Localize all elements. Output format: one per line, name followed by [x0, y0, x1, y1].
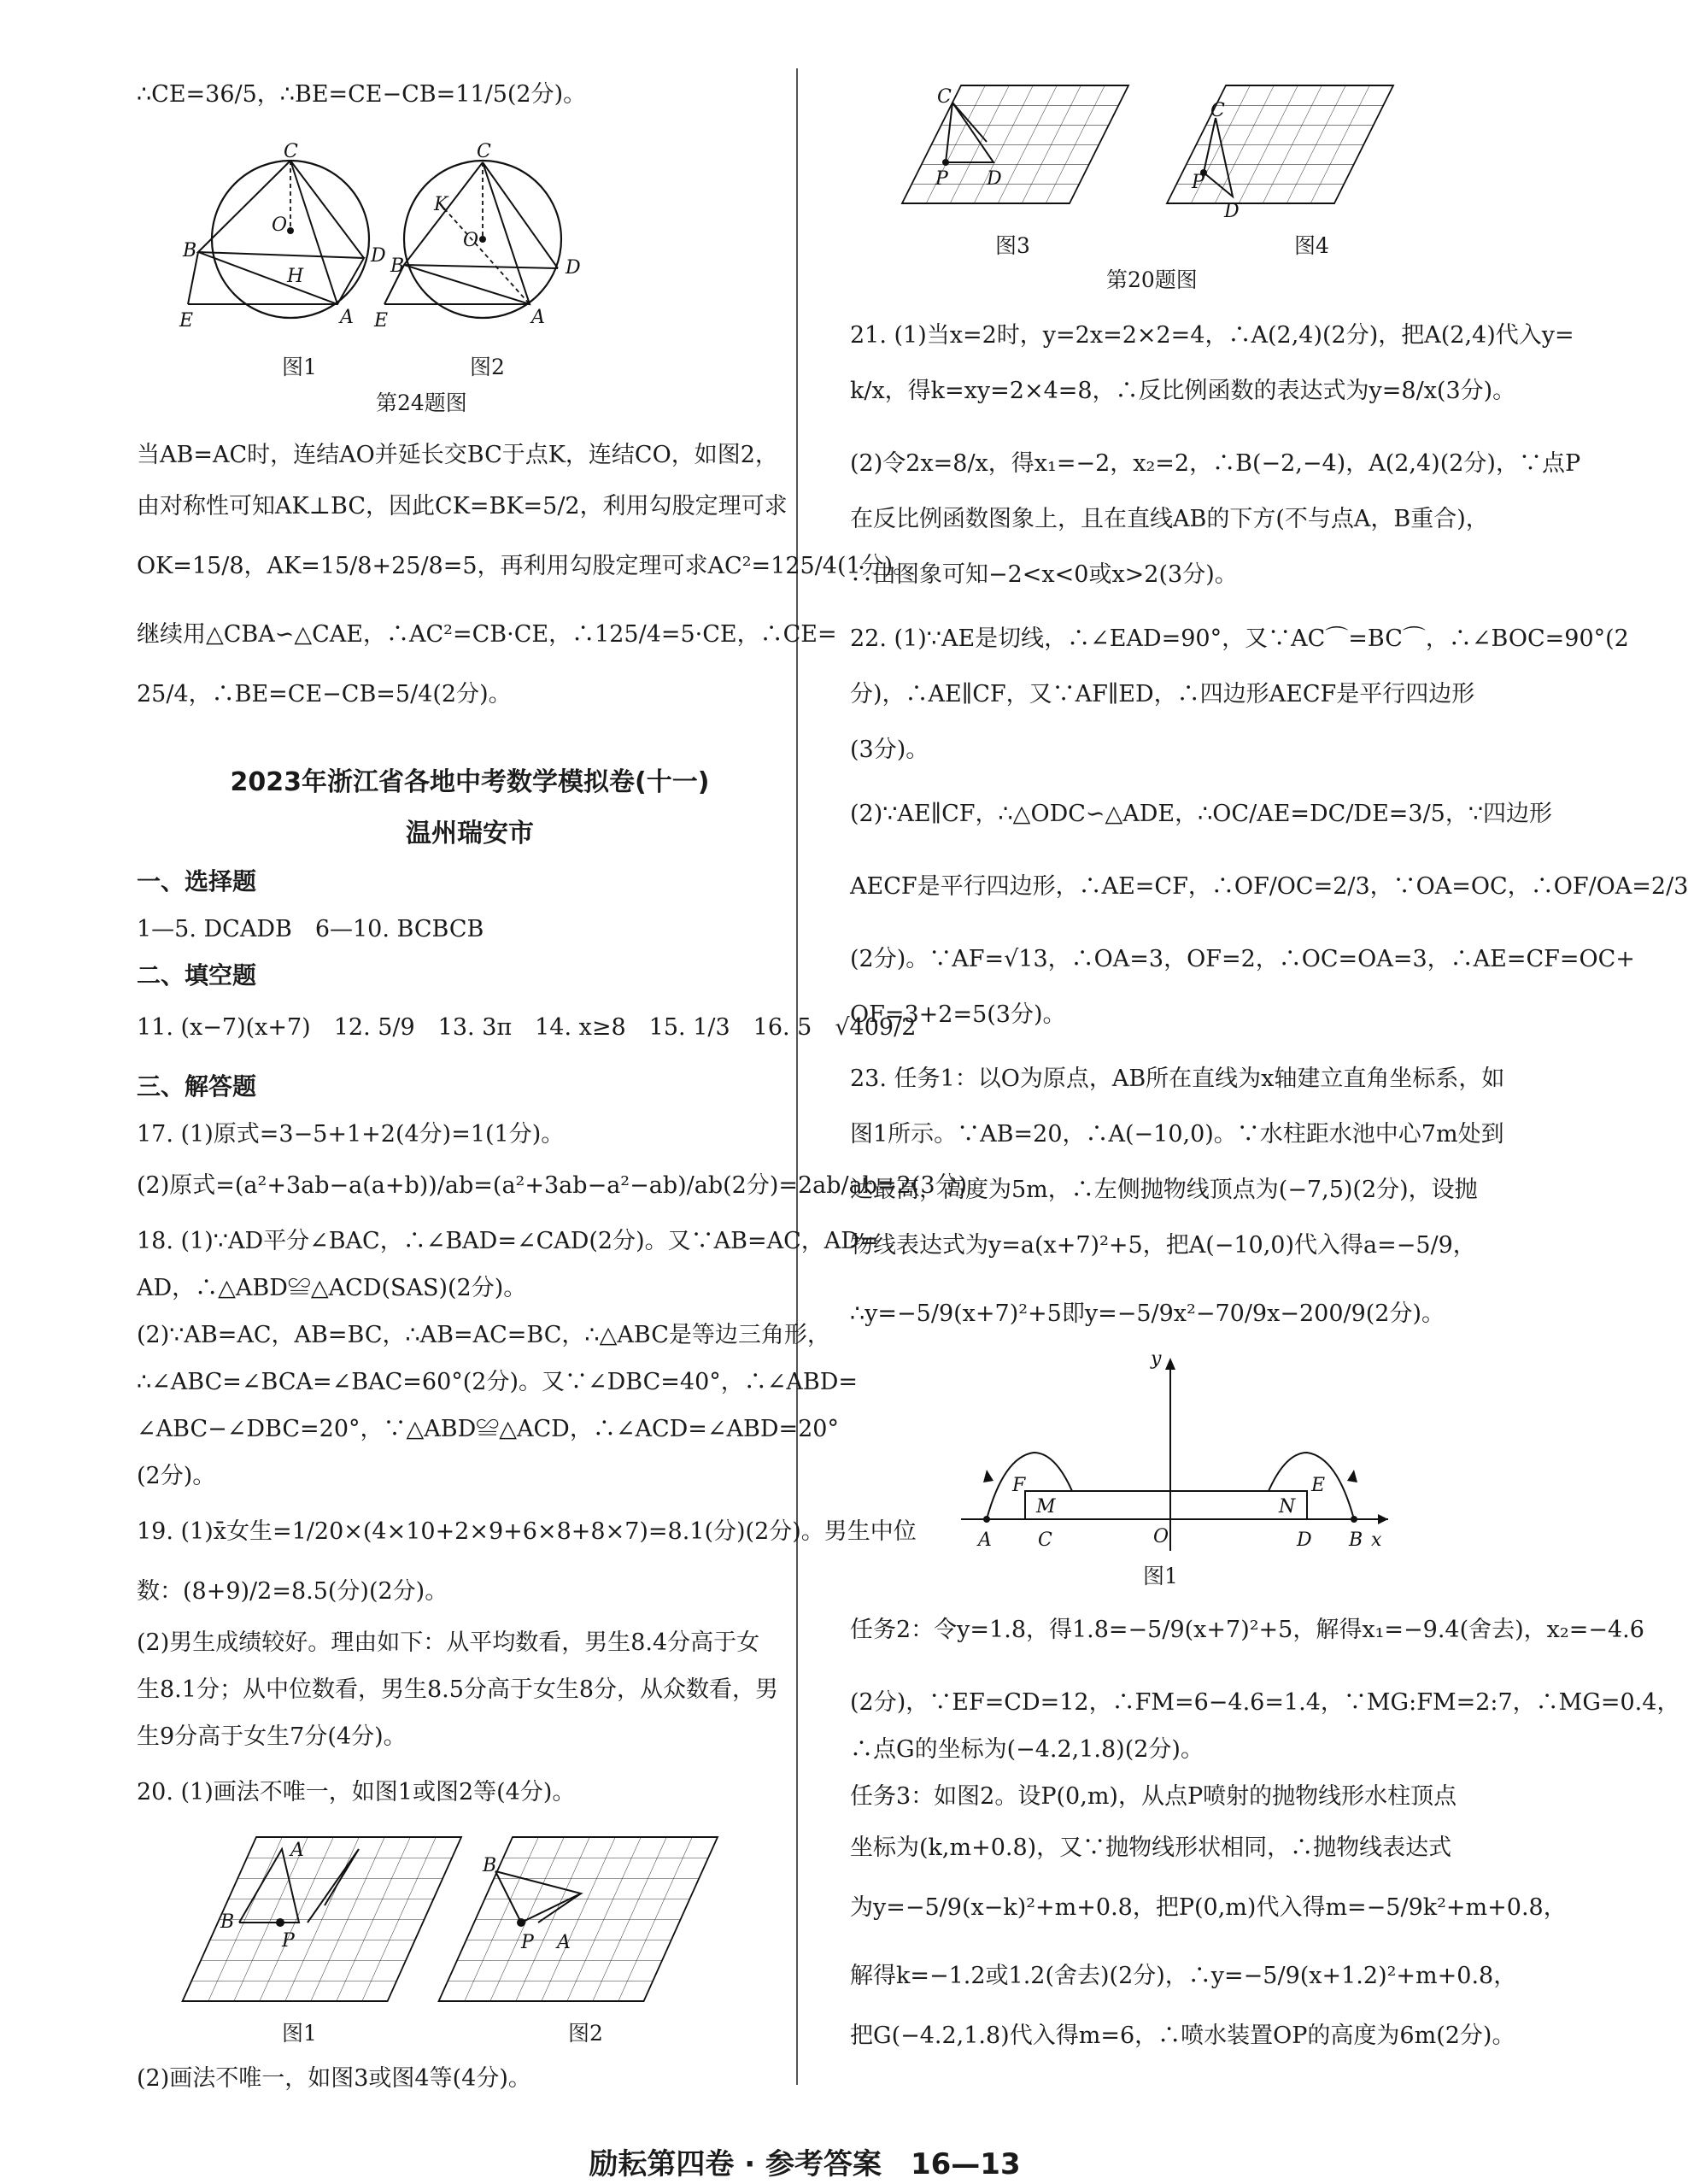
- text-line: (3分)。: [850, 737, 929, 763]
- text-line: ∴点G的坐标为(−4.2,1.8)(2分)。: [850, 1736, 1204, 1763]
- svg-text:A: A: [557, 1932, 571, 1953]
- figure-23-fountain: [952, 1348, 1397, 1559]
- text-line: 数：(8+9)/2=8.5(分)(2分)。: [137, 1578, 448, 1605]
- svg-text:K: K: [434, 194, 448, 215]
- svg-text:B: B: [390, 255, 405, 277]
- text-line: (2分)，∵EF=CD=12，∴FM=6−4.6=1.4，∵MG:FM=2:7，∴MG=0.4，: [850, 1689, 1680, 1716]
- text-line: AECF是平行四边形，∴AE=CF，∴OF/OC=2/3，∵OA=OC，∴OF/OA=2/3: [850, 873, 1688, 900]
- text-line: (2)男生成绩较好。理由如下：从平均数看，男生8.4分高于女: [137, 1629, 760, 1656]
- text-line: k/x，得k=xy=2×4=8，∴反比例函数的表达式为y=8/x(3分)。: [850, 378, 1516, 404]
- text-line: 生9分高于女生7分(4分)。: [137, 1723, 407, 1750]
- svg-text:M: M: [1036, 1496, 1056, 1518]
- section-subtitle: 温州瑞安市: [406, 819, 534, 848]
- text-line: (2)∵AE∥CF，∴△ODC∽△ADE，∴OC/AE=DC/DE=3/5，∵四边形: [850, 801, 1553, 827]
- text-line: 20. (1)画法不唯一，如图1或图2等(4分)。: [137, 1779, 576, 1805]
- svg-text:C: C: [284, 141, 298, 162]
- svg-text:D: D: [1224, 201, 1240, 222]
- svg-text:P: P: [521, 1932, 534, 1953]
- text-line: 23. 任务1：以O为原点，AB所在直线为x轴建立直角坐标系，如: [850, 1066, 1505, 1092]
- text-line: 19. (1)x̄女生=1/20×(4×10+2×9+6×8+8×7)=8.1(分)(2分)。男生中位: [137, 1518, 917, 1545]
- svg-text:H: H: [287, 266, 304, 287]
- fig20-label-1: 图1: [282, 2021, 317, 2046]
- text-line: 11. (x−7)(x+7) 12. 5/9 13. 3π 14. x≥8 15. 1/3 16. 5 √409/2: [137, 1014, 917, 1041]
- svg-text:A: A: [290, 1840, 304, 1861]
- svg-text:B: B: [1349, 1529, 1363, 1551]
- svg-text:D: D: [1297, 1529, 1312, 1551]
- text-line: 当AB=AC时，连结AO并延长交BC于点K，连结CO，如图2，: [137, 442, 778, 468]
- svg-text:C: C: [477, 141, 491, 162]
- svg-text:O: O: [1153, 1526, 1169, 1547]
- svg-text:B: B: [220, 1911, 235, 1933]
- svg-text:C: C: [1210, 100, 1225, 121]
- text-line: 由对称性可知AK⊥BC，因此CK=BK=5/2，利用勾股定理可求: [137, 493, 788, 520]
- text-line: 生8.1分；从中位数看，男生8.5分高于女生8分，从众数看，男: [137, 1676, 779, 1703]
- text-line: 18. (1)∵AD平分∠BAC，∴∠BAD=∠CAD(2分)。又∵AB=AC，AD=: [137, 1228, 879, 1254]
- text-line: 坐标为(k,m+0.8)，又∵抛物线形状相同，∴抛物线表达式: [850, 1835, 1452, 1861]
- svg-text:F: F: [1012, 1475, 1026, 1496]
- figure-24: [179, 141, 581, 402]
- svg-text:E: E: [179, 310, 194, 332]
- text-line: (2)∵AB=AC，AB=BC，∴AB=AC=BC，∴△ABC是等边三角形，: [137, 1322, 830, 1348]
- text-line: 任务3：如图2。设P(0,m)，从点P喷射的抛物线形水柱顶点: [850, 1783, 1457, 1810]
- svg-text:E: E: [1311, 1475, 1326, 1496]
- fig24-label-1: 图1: [282, 355, 317, 379]
- svg-text:A: A: [978, 1529, 992, 1551]
- text-line: 分)，∴AE∥CF，又∵AF∥ED，∴四边形AECF是平行四边形: [850, 681, 1475, 707]
- column-divider: [796, 68, 798, 2085]
- svg-text:C: C: [1038, 1529, 1052, 1551]
- text-line: 1—5. DCADB 6—10. BCBCB: [137, 916, 484, 942]
- text-line: ∴y=−5/9(x+7)²+5即y=−5/9x²−70/9x−200/9(2分)。: [850, 1300, 1445, 1327]
- svg-text:P: P: [1192, 172, 1204, 193]
- text-line: (2)原式=(a²+3ab−a(a+b))/ab=(a²+3ab−a²−ab)/ab(2分)=2ab/ab=2(3分)。: [137, 1172, 991, 1199]
- fig24-caption: 第24题图: [376, 390, 467, 415]
- text-line: (2)令2x=8/x，得x₁=−2，x₂=2，∴B(−2,−4)，A(2,4)(2分)，∵点P: [850, 450, 1581, 477]
- text-line: 物线表达式为y=a(x+7)²+5，把A(−10,0)代入得a=−5/9，: [850, 1232, 1476, 1259]
- page-footer: 励耘第四卷 · 参考答案 16—13: [589, 2147, 1021, 2181]
- text-line: OF=3+2=5(3分)。: [850, 1001, 1066, 1028]
- svg-text:B: B: [183, 240, 197, 261]
- fig23-label: 图1: [1143, 1564, 1178, 1588]
- text-line: ∴∠ABC=∠BCA=∠BAC=60°(2分)。又∵∠DBC=40°，∴∠ABD=: [137, 1369, 859, 1395]
- text-line: ∴CE=36/5，∴BE=CE−CB=11/5(2分)。: [137, 81, 587, 108]
- text-line: 把G(−4.2,1.8)代入得m=6，∴喷水装置OP的高度为6m(2分)。: [850, 2023, 1515, 2049]
- text-line: 21. (1)当x=2时，y=2x=2×2=4，∴A(2,4)(2分)，把A(2,4)代入y=: [850, 322, 1574, 349]
- text-line: 图1所示。∵AB=20，∴A(−10,0)。∵水柱距水池中心7m处到: [850, 1121, 1504, 1148]
- fig24-label-2: 图2: [470, 355, 505, 379]
- figure-20-grids-3-4: [884, 68, 1414, 231]
- svg-text:D: D: [987, 168, 1002, 190]
- svg-text:P: P: [282, 1930, 295, 1952]
- svg-text:E: E: [374, 310, 389, 332]
- svg-text:x: x: [1371, 1529, 1382, 1551]
- text-line: 继续用△CBA∽△CAE，∴AC²=CB·CE，∴125/4=5·CE，∴CE=: [137, 621, 837, 648]
- fig20-caption: 第20题图: [1106, 267, 1198, 292]
- text-line: OK=15/8，AK=15/8+25/8=5，再利用勾股定理可求AC²=125/4(1分)。: [137, 553, 917, 579]
- text-line: AD，∴△ABD≌△ACD(SAS)(2分)。: [137, 1275, 527, 1301]
- fig20-label-3: 图3: [995, 233, 1030, 258]
- svg-text:D: D: [371, 245, 386, 267]
- text-line: 17. (1)原式=3−5+1+2(4分)=1(1分)。: [137, 1121, 565, 1148]
- text-line: 达最高，高度为5m，∴左侧抛物线顶点为(−7,5)(2分)，设抛: [850, 1177, 1478, 1203]
- fig20-label-4: 图4: [1294, 233, 1329, 258]
- svg-text:O: O: [272, 214, 288, 236]
- svg-text:P: P: [935, 168, 948, 190]
- heading-solve: 三、解答题: [137, 1072, 257, 1101]
- heading-choice: 一、选择题: [137, 867, 257, 895]
- text-line: 22. (1)∵AE是切线，∴∠EAD=90°，又∵AC⌒=BC⌒，∴∠BOC=90°(2: [850, 625, 1629, 652]
- text-line: 在反比例函数图象上，且在直线AB的下方(不与点A，B重合)，: [850, 506, 1489, 532]
- text-line: ∠ABC−∠DBC=20°，∵△ABD≌△ACD，∴∠ACD=∠ABD=20°: [137, 1416, 839, 1442]
- svg-text:y: y: [1151, 1348, 1162, 1370]
- text-line: 为y=−5/9(x−k)²+m+0.8，把P(0,m)代入得m=−5/9k²+m+0.8，: [850, 1894, 1567, 1921]
- text-line: ∴由图象可知−2<x<0或x>2(3分)。: [850, 561, 1238, 588]
- svg-text:A: A: [340, 307, 354, 328]
- text-line: 任务2：令y=1.8，得1.8=−5/9(x+7)²+5，解得x₁=−9.4(舍去)，x₂=−4.6: [850, 1617, 1644, 1643]
- svg-text:O: O: [463, 230, 479, 251]
- text-line: (2分)。: [137, 1463, 216, 1489]
- svg-text:B: B: [483, 1855, 497, 1876]
- section-title: 2023年浙江省各地中考数学模拟卷(十一): [230, 767, 710, 797]
- svg-text:C: C: [937, 86, 952, 108]
- svg-text:N: N: [1279, 1496, 1296, 1518]
- text-line: 25/4，∴BE=CE−CB=5/4(2分)。: [137, 681, 512, 707]
- svg-text:A: A: [531, 307, 545, 328]
- fig20-label-2: 图2: [568, 2021, 603, 2046]
- text-line: (2分)。∵AF=√13，∴OA=3，OF=2，∴OC=OA=3，∴AE=CF=OC+: [850, 946, 1635, 972]
- heading-fill: 二、填空题: [137, 961, 257, 989]
- text-line: 解得k=−1.2或1.2(舍去)(2分)，∴y=−5/9(x+1.2)²+m+0.8，: [850, 1963, 1517, 1989]
- text-line: (2)画法不唯一，如图3或图4等(4分)。: [137, 2065, 531, 2092]
- svg-text:D: D: [566, 257, 581, 279]
- figure-20-grids-1-2: [179, 1829, 726, 2025]
